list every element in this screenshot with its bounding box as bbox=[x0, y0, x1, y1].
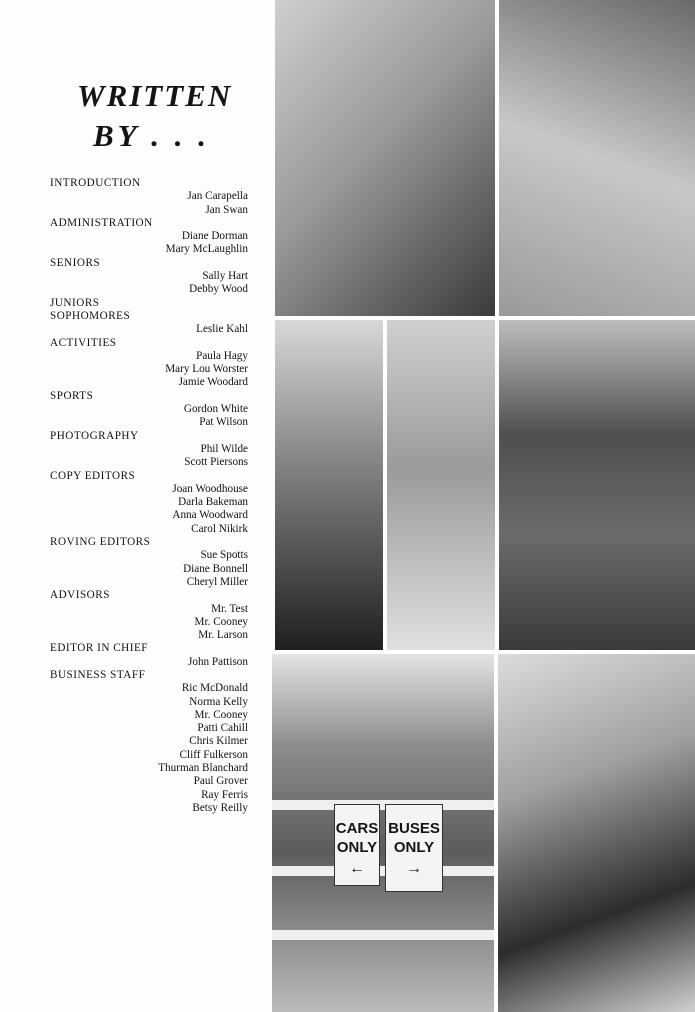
title-line-1: WRITTEN bbox=[77, 78, 233, 113]
credits-list bbox=[50, 177, 250, 815]
page-title bbox=[75, 76, 265, 156]
section-heading: SENIORS bbox=[50, 256, 101, 269]
contributor-name: Joan Woodhouse bbox=[172, 482, 248, 495]
sign-cars-only bbox=[334, 804, 380, 886]
contributor-name: Mr. Cooney bbox=[194, 615, 248, 628]
section-heading: SOPHOMORES bbox=[50, 309, 131, 322]
contributor-name: Mr. Cooney bbox=[194, 708, 248, 721]
contributor-name: Darla Bakeman bbox=[178, 496, 248, 509]
contributor-name: Mary McLaughlin bbox=[165, 243, 248, 256]
contributor-name: Patti Cahill bbox=[197, 722, 248, 735]
contributor-name: Ray Ferris bbox=[201, 788, 248, 801]
photo-two-girls-closeup bbox=[499, 0, 695, 316]
contributor-name: Diane Bonnell bbox=[183, 562, 248, 575]
sign-cars-line-2: ONLY bbox=[336, 839, 378, 856]
contributor-name: Pat Wilson bbox=[199, 416, 248, 429]
section-heading: JUNIORS bbox=[50, 296, 100, 309]
sign-buses-line-2: ONLY bbox=[393, 839, 435, 856]
contributor-name: Scott Piersons bbox=[184, 456, 248, 469]
contributor-name: Chris Kilmer bbox=[189, 735, 248, 748]
fence-rail-middle bbox=[272, 866, 494, 876]
contributor-name: Anna Woodward bbox=[172, 509, 248, 522]
arrow-right-icon: → bbox=[406, 860, 422, 877]
section-heading: PHOTOGRAPHY bbox=[50, 429, 139, 442]
sign-buses-line-1: BUSES bbox=[388, 820, 440, 837]
photo-girls-outside-school bbox=[499, 320, 695, 650]
section-heading: ADVISORS bbox=[50, 589, 110, 602]
section-heading: EDITOR IN CHIEF bbox=[50, 642, 149, 655]
contributor-name: Mr. Test bbox=[211, 602, 248, 615]
contributor-name: Leslie Kahl bbox=[196, 323, 248, 336]
contributor-name: Betsy Reilly bbox=[192, 801, 248, 814]
contributor-name: Jan Swan bbox=[205, 203, 248, 216]
contributor-name: Sally Hart bbox=[202, 270, 248, 283]
contributor-name: Mary Lou Worster bbox=[165, 363, 248, 376]
section-heading: ADMINISTRATION bbox=[50, 216, 153, 229]
contributor-name: Paula Hagy bbox=[196, 349, 248, 362]
contributor-name: John Pattison bbox=[188, 655, 248, 668]
section-heading: COPY EDITORS bbox=[50, 469, 136, 482]
contributor-name: Gordon White bbox=[183, 403, 248, 416]
contributor-name: Jamie Woodard bbox=[178, 376, 248, 389]
contributor-name: Sue Spotts bbox=[200, 549, 248, 562]
contributor-name: Cliff Fulkerson bbox=[179, 748, 248, 761]
arrow-left-icon: ← bbox=[349, 860, 365, 877]
contributor-name: Carol Nikirk bbox=[191, 522, 248, 535]
credits-column bbox=[0, 0, 272, 1012]
contributor-name: Phil Wilde bbox=[200, 442, 248, 455]
photo-two-girls-portrait bbox=[275, 0, 495, 316]
sign-buses-only bbox=[385, 804, 443, 892]
photo-girl-smiling-right bbox=[387, 320, 495, 650]
fence-rail-top bbox=[272, 800, 494, 810]
section-heading: INTRODUCTION bbox=[50, 177, 141, 189]
contributor-name: Ric McDonald bbox=[181, 682, 248, 695]
section-heading: SPORTS bbox=[50, 389, 94, 402]
photo-students-in-classroom bbox=[498, 654, 695, 1012]
contributor-name: Jan Carapella bbox=[187, 190, 248, 203]
contributor-name: Mr. Larson bbox=[198, 629, 248, 642]
section-heading: ACTIVITIES bbox=[50, 336, 117, 349]
contributor-name: Norma Kelly bbox=[189, 695, 248, 708]
section-heading: BUSINESS STAFF bbox=[50, 668, 146, 681]
photo-girls-at-fence bbox=[272, 654, 494, 1012]
contributor-name: Thurman Blanchard bbox=[158, 762, 248, 775]
contributor-name: Cheryl Miller bbox=[186, 575, 248, 588]
fence-rail-bottom bbox=[272, 930, 494, 940]
section-heading: ROVING EDITORS bbox=[50, 536, 151, 549]
contributor-name: Paul Grover bbox=[193, 775, 248, 788]
contributor-name: Diane Dorman bbox=[181, 230, 248, 243]
title-line-2: BY . . . bbox=[93, 118, 210, 153]
sign-cars-line-1: CARS bbox=[335, 820, 379, 837]
contributor-name: Debby Wood bbox=[189, 283, 248, 296]
photo-girl-smiling-left bbox=[275, 320, 383, 650]
